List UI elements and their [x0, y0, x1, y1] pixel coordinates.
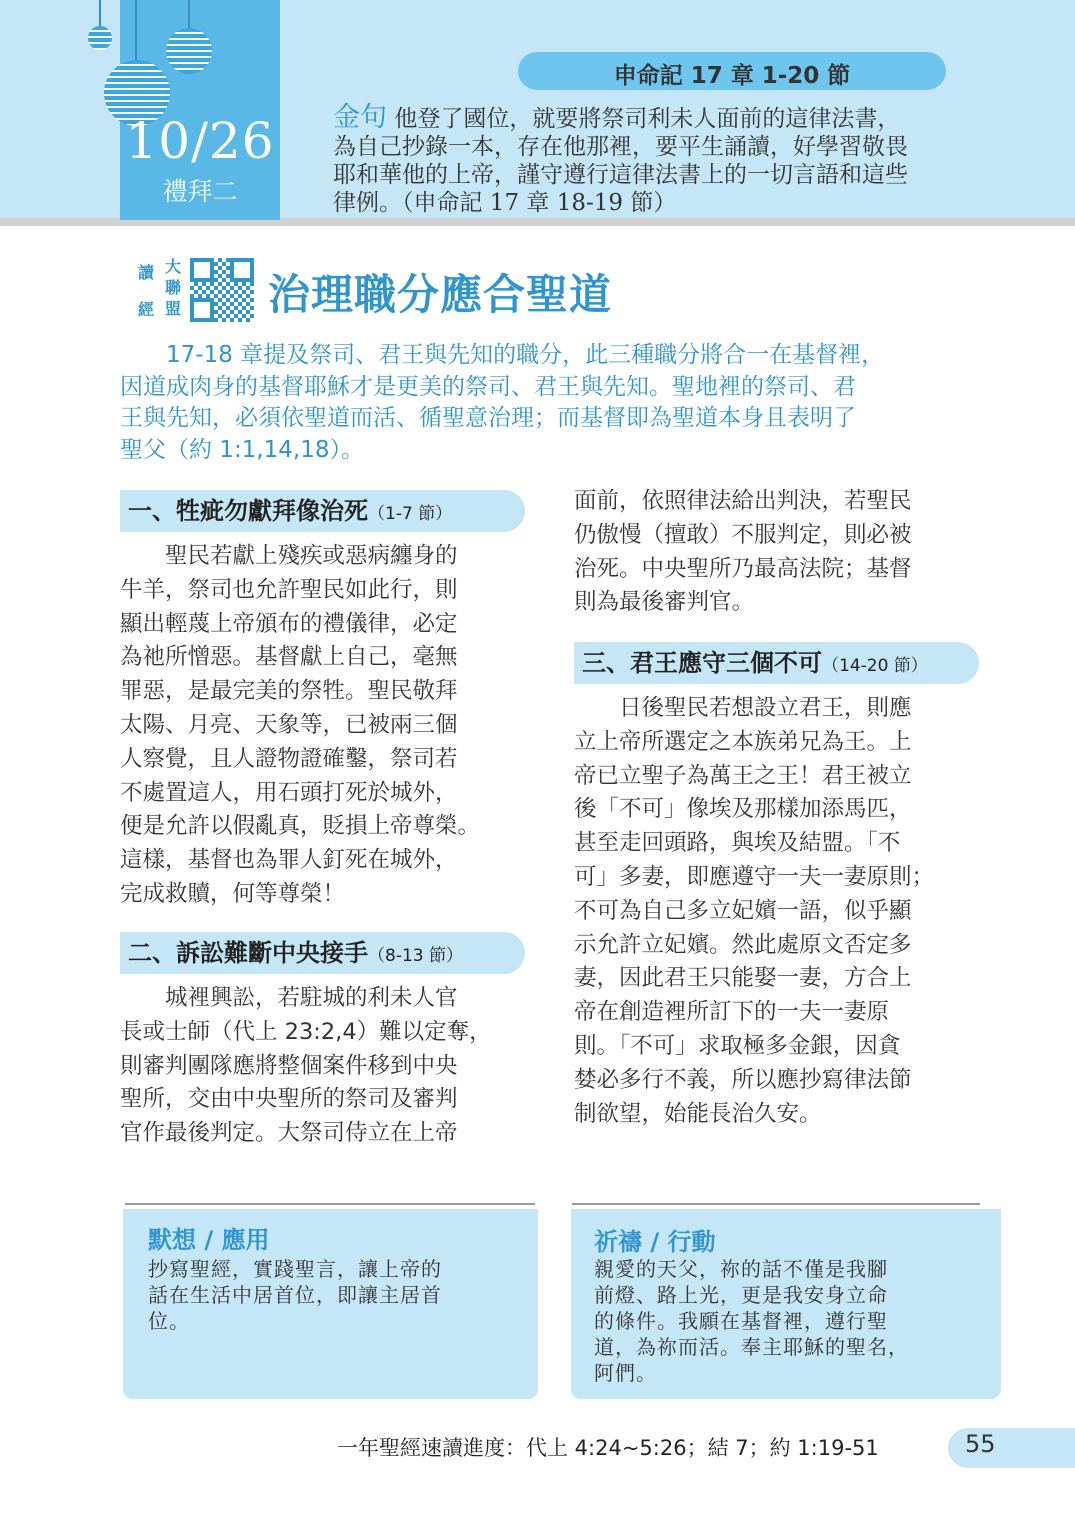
section-heading-3: 三、君王應守三個不可（14-20 節）	[574, 642, 979, 684]
meditation-title: 默想 / 應用	[148, 1226, 270, 1254]
prayer-title: 祈禱 / 行動	[594, 1228, 716, 1256]
intro-paragraph: 17-18 章提及祭司、君王與先知的職分，此三種職分將合一在基督裡， 因道成肉身的基督耶穌才是更美的祭司、君王與先知。聖地裡的祭司、君 王與先知，必須依聖道而活、循聖意治理；而基督即為聖道本身且表明了 聖父（約 1:1,14,18）。	[120, 342, 885, 463]
club-label-right: 大 聯 盟	[164, 257, 181, 318]
page-title: 治理職分應合聖道	[268, 270, 613, 319]
meditation-text: 抄寫聖經，實踐聖言，讓上帝的 話在生活中居首位，即讓主居首 位。	[148, 1257, 442, 1333]
weekday: 禮拜二	[162, 177, 238, 206]
section-heading-2: 二、訴訟難斷中央接手（8-13 節）	[120, 932, 525, 974]
divider-left	[125, 1203, 535, 1205]
golden-verse-line: 律例。（申命記 17 章 18-19 節）	[333, 190, 677, 216]
golden-verse-line: 耶和華他的上帝，謹守遵行這律法書上的一切言語和這些	[333, 162, 908, 188]
section-body-2-continued: 面前，依照律法給出判決，若聖民 仍傲慢（擅敢）不服判定，則必被 治死。中央聖所乃最高法院；基督 則為最後審判官。	[574, 488, 912, 616]
reading-progress: 一年聖經速讀進度：代上 4:24~5:26；結 7；約 1:19-51	[337, 1436, 879, 1460]
golden-verse-label: 金句	[333, 102, 387, 133]
scripture-reference: 申命記 17 章 1-20 節	[613, 63, 851, 89]
qr-code-icon[interactable]	[190, 258, 254, 322]
prayer-text: 親愛的天父，祢的話不僅是我腳 前燈、路上光，更是我安身立命 的條件。我願在基督裡，遵行聖 道，為祢而活。奉主耶穌的聖名， 阿們。	[594, 1257, 909, 1385]
date: 10/26	[125, 112, 275, 170]
divider-right	[572, 1203, 980, 1205]
golden-verse	[333, 104, 983, 217]
golden-verse-line: 為自己抄錄一本，存在他那裡，要平生誦讀，好學習敬畏	[333, 134, 908, 160]
page-number: 55	[965, 1430, 996, 1458]
club-label-left: 讀 經	[137, 263, 154, 319]
section-body-1: 聖民若獻上殘疾或惡病纏身的 牛羊，祭司也允許聖民如此行，則 顯出輕蔑上帝頒布的禮儀律，必定 為祂所憎惡。基督獻上自己，毫無 罪惡，是最完美的祭牲。聖民敬拜 太陽、月亮、天象等，已被兩三個 人察覺，且人證物證確鑿，祭司若 不處置這人，用石頭打死於城外， 便是允許以假亂真，貶損上帝尊榮。 這樣，基督也為罪人釘死在城外， 完成救贖，何等尊榮！	[120, 543, 481, 907]
section-body-3: 日後聖民若想設立君王，則應 立上帝所選定之本族弟兄為王。上 帝已立聖子為萬王之王！君王被立 後「不可」像埃及那樣加添馬匹， 甚至走回頭路，與埃及結盟。「不 可」多妻，即應遵守一夫一妻原則； 不可為自己多立妃嬪一語，似乎顯 示允許立妃嬪。然此處原文否定多 妻，因此君王只能娶一妻，方合上 帝在創造裡所訂下的一夫一妻原 則。「不可」求取極多金銀，因貪 婪必多行不義，所以應抄寫律法節 制欲望，始能長治久安。	[574, 695, 935, 1127]
section-heading-1: 一、牲疵勿獻拜像治死（1-7 節）	[120, 490, 525, 532]
section-body-2: 城裡興訟，若駐城的利未人官 長或士師（代上 23:2,4）難以定奪， 則審判團隊應將整個案件移到中央 聖所，交由中央聖所的祭司及審判 官作最後判定。大祭司侍立在上帝	[120, 985, 492, 1147]
golden-verse-line: 他登了國位，就要將祭司利未人面前的這律法書，	[394, 106, 901, 132]
